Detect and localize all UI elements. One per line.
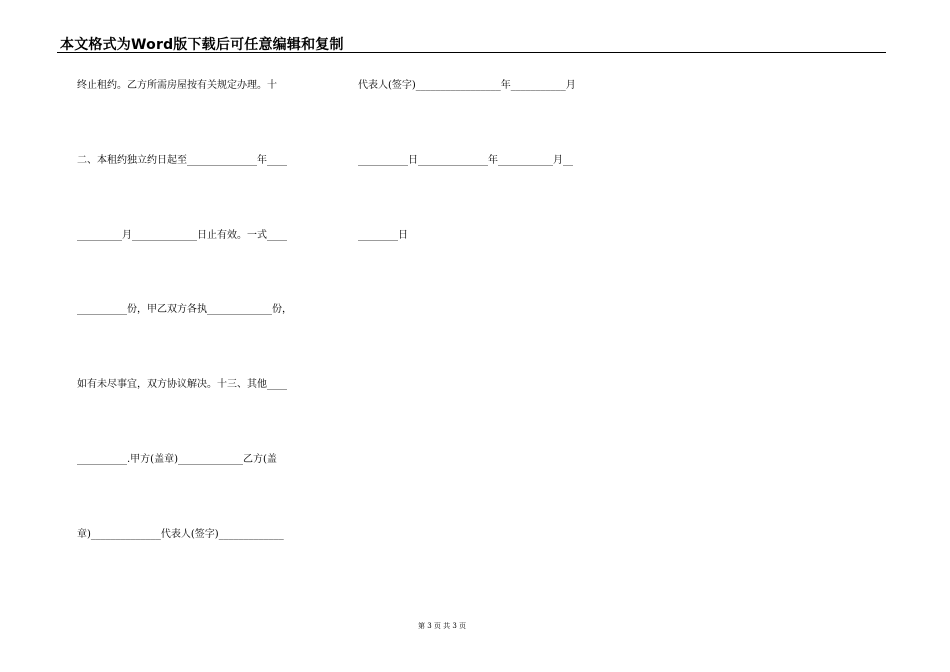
- header-divider: [57, 52, 886, 53]
- right-line-3: ________日: [358, 230, 408, 241]
- left-line-3: _________月_____________日止有效。一式____: [77, 230, 287, 241]
- right-line-1: 代表人(签字)_________________年___________月: [358, 80, 576, 91]
- right-line-2: __________日______________年___________月__: [358, 155, 573, 166]
- left-line-1: 终止租约。乙方所需房屋按有关规定办理。十: [77, 80, 277, 91]
- left-line-5: 如有未尽事宜，双方协议解决。十三、其他____: [77, 379, 287, 390]
- page-number-footer: 第 3 页 共 3 页: [417, 622, 467, 630]
- left-line-6: __________.甲方(盖章)_____________乙方(盖: [77, 454, 277, 465]
- left-line-4: __________份，甲乙双方各执_____________份，: [77, 304, 292, 315]
- left-line-7: 章)______________代表人(签字)_____________: [77, 529, 284, 540]
- left-line-2: 二、本租约独立约日起至______________年____: [77, 155, 287, 166]
- page-header-title: 本文格式为Word版下载后可任意编辑和复制: [60, 37, 344, 53]
